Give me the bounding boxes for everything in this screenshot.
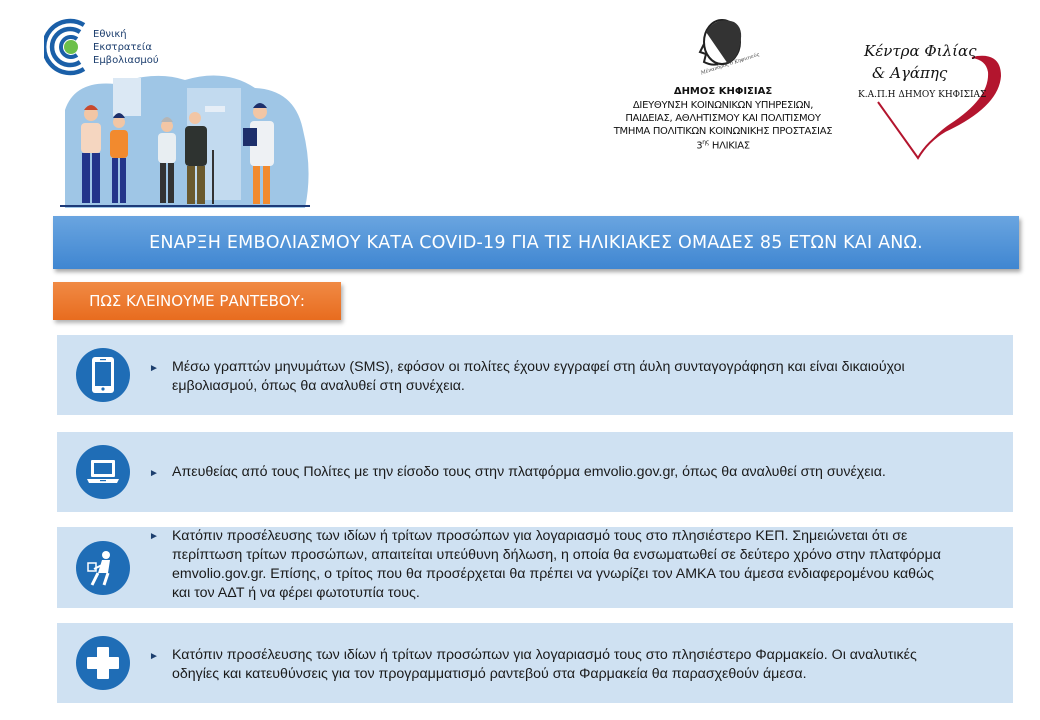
friendship-centre-logo [850, 36, 1020, 166]
age-prefix: 3 [696, 140, 703, 152]
department-line: ΠΑΙΔΕΙΑΣ, ΑΘΛΗΤΙΣΜΟΥ ΚΑΙ ΠΟΛΙΤΙΣΜΟΥ [625, 113, 821, 124]
friendship-line1: Κέντρα Φιλίας [864, 42, 977, 60]
smartphone-icon [76, 348, 130, 402]
booking-method-card [57, 527, 1013, 608]
campaign-line: Εκστρατεία [93, 42, 152, 53]
municipality-name: ΔΗΜΟΣ ΚΗΦΙΣΙΑΣ [673, 86, 773, 97]
campaign-name [93, 28, 159, 67]
age-suffix: ΗΛΙΚΙΑΣ [709, 140, 750, 152]
department-line: ΤΜΗΜΑ ΠΟΛΙΤΙΚΩΝ ΚΟΙΝΩΝΙΚΗΣ ΠΡΟΣΤΑΣΙΑΣ [613, 126, 833, 137]
bullet-icon: ► [149, 531, 159, 542]
age-superscript: ης [702, 139, 710, 146]
laptop-icon [76, 445, 130, 499]
vaccination-queue-illustration [55, 70, 315, 208]
booking-method-card [57, 432, 1013, 512]
bullet-icon: ► [149, 468, 159, 479]
person-at-desk-icon [76, 541, 130, 595]
title-banner [53, 216, 1019, 269]
campaign-rings-icon [44, 16, 92, 78]
campaign-line: Εθνική [93, 29, 127, 40]
pharmacy-cross-icon [76, 636, 130, 690]
bullet-icon: ► [149, 651, 159, 662]
method-text: Μέσω γραπτών μηνυμάτων (SMS), εφόσον οι πολίτες έχουν εγγραφεί στη άυλη συνταγογράφηση και είναι δικαιούχοι εμβολιασμού, όπως θα αναλυθεί στη συνέχεια. [172, 359, 905, 394]
booking-method-card [57, 623, 1013, 703]
friendship-line2: & Αγάπης [872, 64, 948, 82]
subheading-label: ΠΩΣ ΚΛΕΙΝΟΥΜΕ ΡΑΝΤΕΒΟΥ: [89, 292, 305, 310]
method-text: Απευθείας από τους Πολίτες με την είσοδο τους στην πλατφόρμα emvolio.gov.gr, όπως θα αναλυθεί στη συνέχεια. [172, 464, 886, 480]
campaign-line: Εμβολιασμού [93, 55, 159, 66]
department-line: ΔΙΕΥΘΥΝΣΗ ΚΟΙΝΩΝΙΚΩΝ ΥΠΗΡΕΣΙΩΝ, [632, 100, 814, 111]
booking-method-card [57, 335, 1013, 415]
department-line [598, 139, 848, 151]
friendship-line3: Κ.Α.Π.Η ΔΗΜΟΥ ΚΗΦΙΣΙΑΣ [858, 90, 987, 100]
banner-title: ΕΝΑΡΞΗ ΕΜΒΟΛΙΑΣΜΟΥ ΚΑΤΑ COVID-19 ΓΙΑ ΤΙΣ ΗΛΙΚΙΑΚΕΣ ΟΜΑΔΕΣ 85 ΕΤΩΝ ΚΑΙ ΑΝΩ. [149, 232, 923, 253]
municipality-motto: Μένανδρος ο Κηφισιεύς [700, 51, 761, 77]
municipality-header [598, 14, 848, 164]
method-text: Κατόπιν προσέλευσης των ιδίων ή τρίτων προσώπων για λογαριασμό τους στο πλησιέστερο Φαρμακείο. Οι αναλυτικές οδηγίες και κατευθύνσεις για τον προγραμματισμό ραντεβού στα Φαρμακεία θα παρασχεθούν άμεσα. [172, 647, 917, 682]
booking-subheading [53, 282, 341, 320]
method-text: Κατόπιν προσέλευσης των ιδίων ή τρίτων προσώπων για λογαριασμό τους στο πλησιέστερο ΚΕΠ. Σημειώνεται ότι σε περίπτωση τρίτων προσώπων, απαιτείται υπεύθυνη δήλωση, η οποία θα ενσωματωθεί σε δεύτερο χρόνο στην πλατφόρμα emvolio.gov.gr. Επίσης, ο τρίτος που θα προσέρχεται θα πρέπει να γνωρίζει τον ΑΜΚΑ του άμεσα ενδιαφερομένου καθώς και τον ΑΔΤ ή να φέρει φωτοτυπία τους. [172, 528, 941, 601]
bullet-icon: ► [149, 363, 159, 374]
